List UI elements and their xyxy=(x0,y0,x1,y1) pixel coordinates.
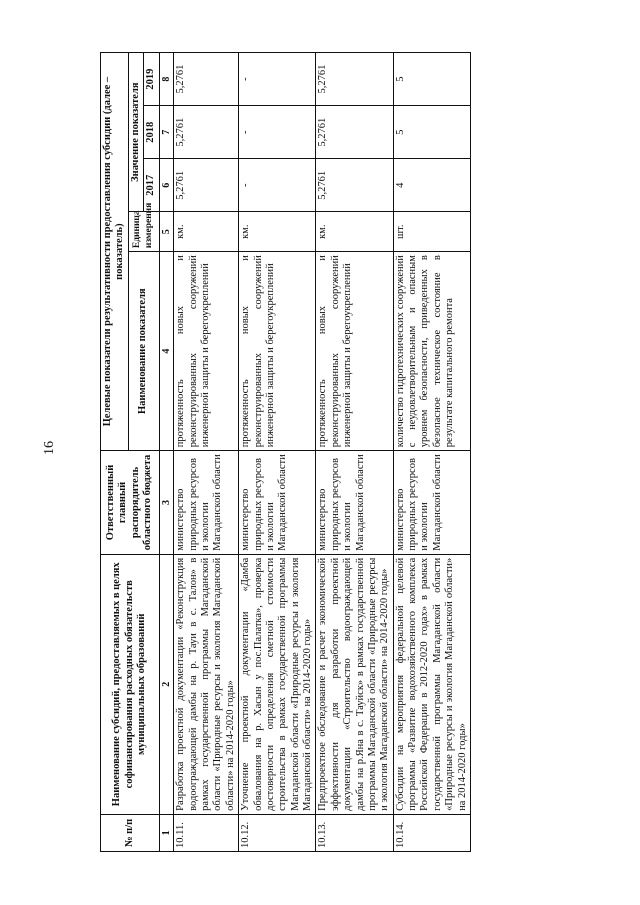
header-year-2017: 2017 xyxy=(144,159,159,212)
column-number: 6 xyxy=(159,159,174,212)
unit: км. xyxy=(239,212,316,252)
value-2017: - xyxy=(239,159,316,212)
unit: шт. xyxy=(393,212,470,252)
column-number: 1 xyxy=(159,814,174,851)
responsible-body: министерство природных ресурсов и экологии Магаданской области xyxy=(174,451,239,555)
row-number: 10.13. xyxy=(316,814,393,851)
value-2018: 5 xyxy=(393,106,470,159)
column-number: 4 xyxy=(159,252,174,451)
header-unit: Единица измерения xyxy=(128,212,159,252)
header-year-2019: 2019 xyxy=(144,53,159,106)
table-row xyxy=(174,53,239,852)
column-number: 5 xyxy=(159,212,174,252)
value-2017: 5,2761 xyxy=(174,159,239,212)
header-no: № п/п xyxy=(101,814,160,851)
header-subsidy-name: Наименование субсидий, предоставляемых в целях софинансирования расходных обязательств муниципальных образований xyxy=(101,554,160,814)
indicator-name: протяженность новых и реконструированных сооружений инженерной защиты и берегоукреплений xyxy=(316,252,393,451)
subsidy-name: Разработка проектной документации «Реконструкция водоограждающей дамбы на р. Тауи в с. Талон» в рамках государственной программы Магаданской области «Природные ресурсы и экология Магаданской области» на 2014-2020 годы» xyxy=(174,554,239,814)
value-2019: - xyxy=(239,53,316,106)
value-2018: 5,2761 xyxy=(316,106,393,159)
rotated-table-sheet xyxy=(100,52,604,852)
indicator-name: протяженность новых и реконструированных сооружений инженерной защиты и берегоукреплений xyxy=(239,252,316,451)
subsidy-name: Уточнение проектной документации «Дамба обвалования на р. Хасын у пос.Палатка», проверка достоверности определения сметной стоимости строительства в рамках государственной программы Магаданской области «Природные ресурсы и экология Магаданской области» на 2014-2020 годы» xyxy=(239,554,316,814)
indicator-name: количество гидротехнических сооружений с неудовлетворительным и опасным уровнем безопасности, приведенных в безопасное техническое состояние в результате капитального ремонта xyxy=(393,252,470,451)
value-2018: 5,2761 xyxy=(174,106,239,159)
column-number: 3 xyxy=(159,451,174,555)
table-row xyxy=(316,53,393,852)
row-number: 10.11. xyxy=(174,814,239,851)
header-indicator-name: Наименование показателя xyxy=(128,252,159,451)
table-row xyxy=(393,53,470,852)
value-2018: - xyxy=(239,106,316,159)
value-2017: 4 xyxy=(393,159,470,212)
header-responsible: Ответственный главный распорядитель областного бюджета xyxy=(101,451,160,555)
indicator-name: протяженность новых и реконструированных сооружений инженерной защиты и берегоукреплений xyxy=(174,252,239,451)
table-row xyxy=(239,53,316,852)
column-number-row xyxy=(159,53,174,852)
header-year-2018: 2018 xyxy=(144,106,159,159)
row-number: 10.14. xyxy=(393,814,470,851)
header-targets-group: Целевые показатели результативности предоставления субсидии (далее – показатель) xyxy=(101,53,129,451)
value-2017: 5,2761 xyxy=(316,159,393,212)
page-number: 16 xyxy=(42,441,57,455)
subsidy-name: Предпроектное обследование и расчет экономической эффективности для разработки проектной документации «Строительство водоограждающей дамбы на р.Яна в с. Тауйск» в рамках государственной программы Магаданской области «Природные ресурсы и экология Магаданской области» на 2014-2020 годы» xyxy=(316,554,393,814)
responsible-body: министерство природных ресурсов и экологии Магаданской области xyxy=(239,451,316,555)
value-2019: 5,2761 xyxy=(174,53,239,106)
column-number: 7 xyxy=(159,106,174,159)
responsible-body: министерство природных ресурсов и экологии Магаданской области xyxy=(316,451,393,555)
header-value-group: Значение показателя xyxy=(128,53,143,212)
subsidy-name: Субсидии на мероприятия федеральной целевой программы «Развитие водохозяйственного комплекса Российской Федерации в 2012-2020 годах» в рамках государственной программы Магаданской области «Природные ресурсы и экология Магаданской области» на 2014-2020 годы» xyxy=(393,554,470,814)
unit: км. xyxy=(174,212,239,252)
value-2019: 5 xyxy=(393,53,470,106)
unit: км. xyxy=(316,212,393,252)
column-number: 8 xyxy=(159,53,174,106)
responsible-body: министерство природных ресурсов и экологии Магаданской области xyxy=(393,451,470,555)
column-number: 2 xyxy=(159,554,174,814)
row-number: 10.12. xyxy=(239,814,316,851)
value-2019: 5,2761 xyxy=(316,53,393,106)
subsidy-indicators-table xyxy=(100,52,471,852)
